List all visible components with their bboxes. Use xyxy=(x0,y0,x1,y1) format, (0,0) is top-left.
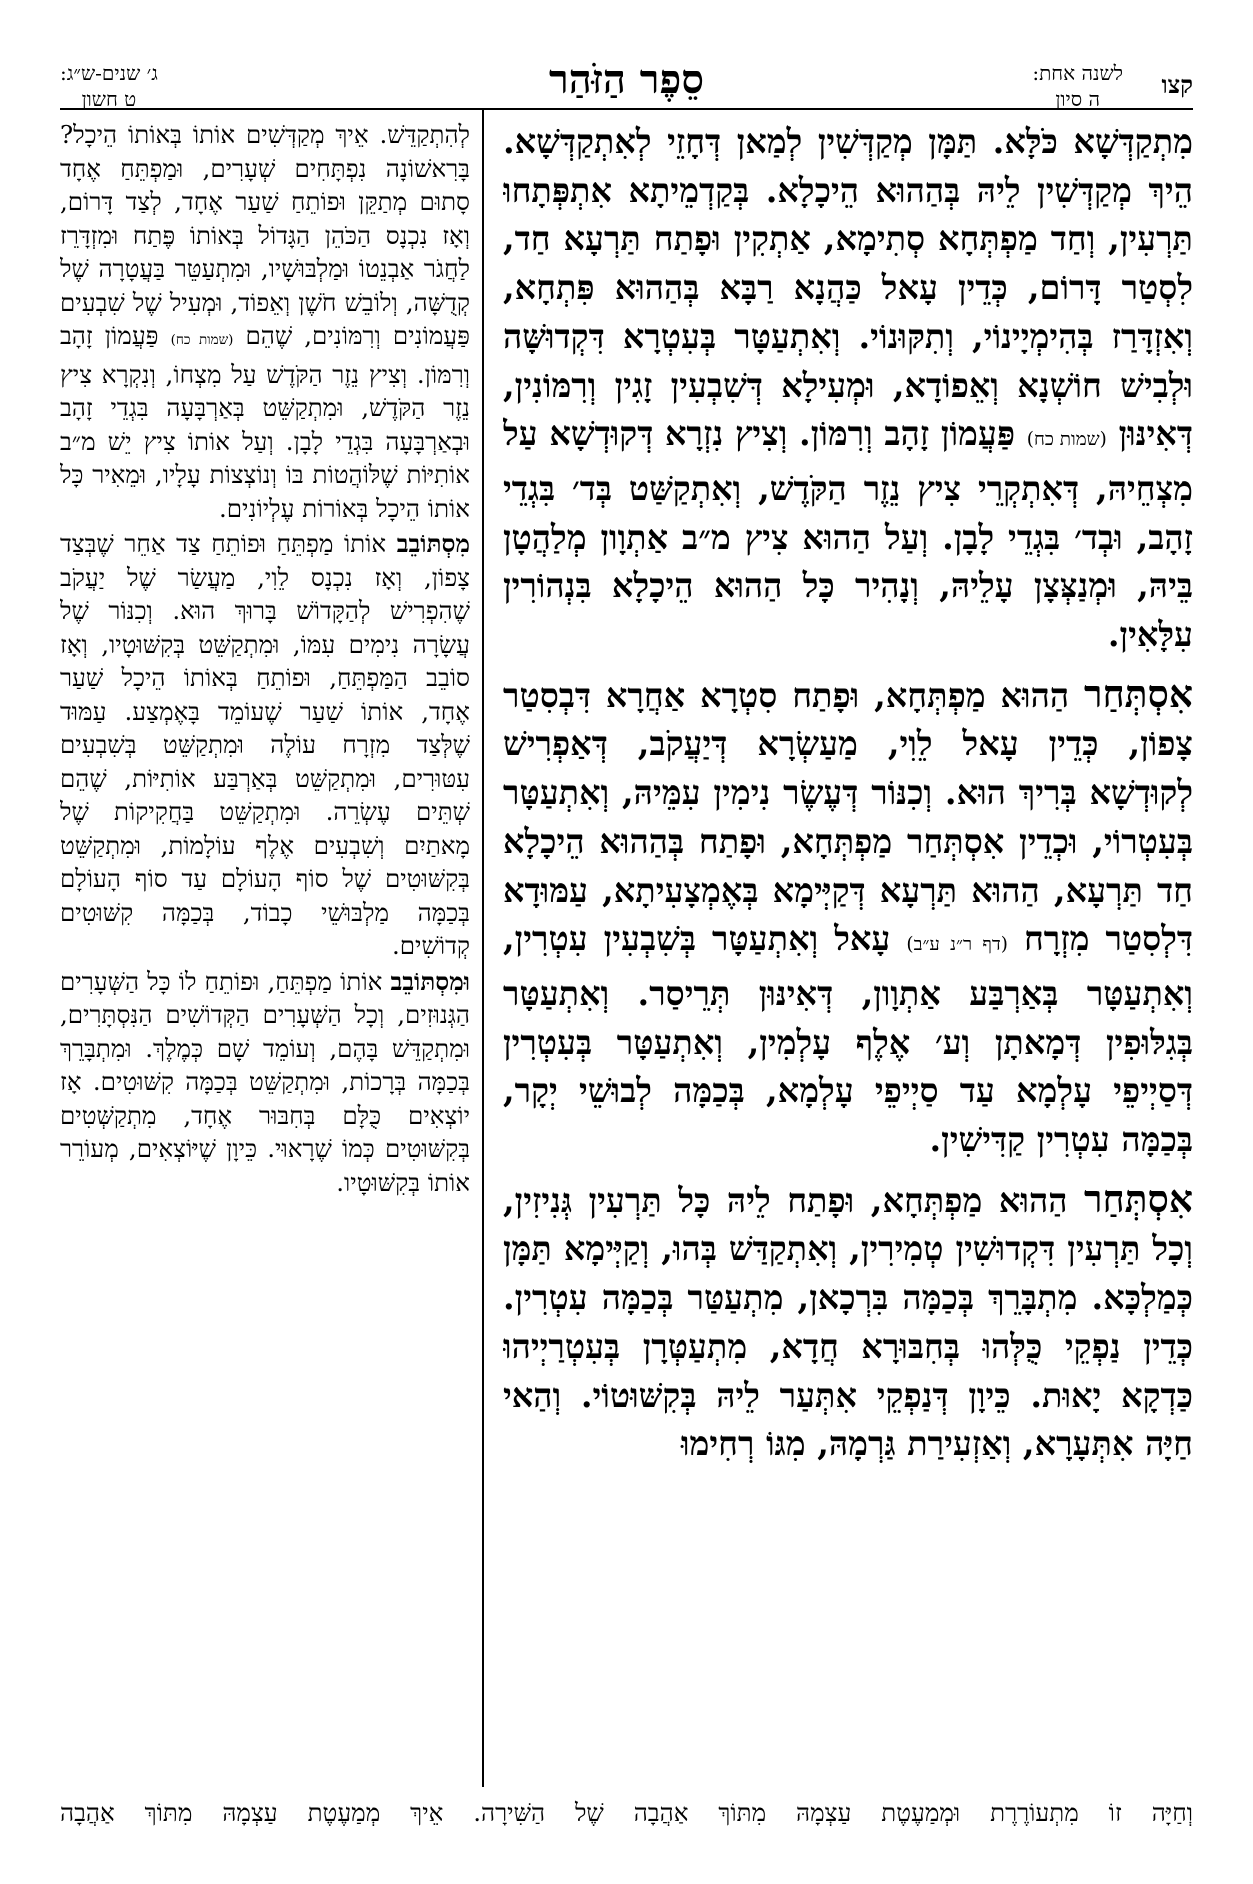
paragraph-lead-word: מִסְתּוֹבֵב xyxy=(396,529,470,558)
header-rule xyxy=(60,108,1193,110)
main-paragraph: אִסְתְּחַר הַהוּא מַפְתְּחָא, וּפָתַח סִטְרָא אַחֲרָא דִּבְסִטַר צָפוֹן, כְּדֵין עָאל לֵוִי, מַעַשְׂרָא דְּיַעֲקֹב, דְּאַפְרִישׁ לְקוּדְשָׁא בְּרִיךְ הוּא. וְכִנּוֹר דְּעֶשֶׂר נִימִין עִמֵּיהּ, וְאִתְעַטָּר בְּעִטְרוֹי, וּכְדֵין אִסְתְּחַר מַפְתְּחָא, וּפָתַח בְּהַהוּא הֵיכָלָא חַד תַּרְעָא, הַהוּא תַּרְעָא דְּקַיְּימָא בְּאֶמְצָעִיתָא, עַמּוּדָא דִּלְסִטַר מִזְרָח (דף ר״נ ע״ב) עָאל וְאִתְעַטָּר בְּשִׁבְעִין עִטְרִין, וְאִתְעַטָּר בְּאַרְבַּע אַתְוָון, דְּאִינּוּן תְּרֵיסַר. וְאִתְעַטָּר בְּגִלּוּפִין דְּמָאתָן וְע׳ אֶלֶף עָלְמִין, וְאִתְעַטָּר בְּעִטְרִין דְּסַיְיפֵי עָלְמָא עַד סַיְיפֵי עָלְמָא, בְּכַמָּה לְבוּשֵׁי יְקָר, בְּכַמָּה עִטְרִין קַדִּישִׁין. xyxy=(503,671,1193,1160)
header-left-line2: ט חשון xyxy=(81,87,137,111)
main-paragraph: מִתְקַדְּשָׁא כֹּלָּא. תַּמָּן מְקַדְּשִׁין לְמַאן דְּחָזֵי לְאִתְקַדְּשָׁא. הֵיךְ מְקַדְּשִׁין לֵיהּ בְּהַהוּא הֵיכָלָא. בְּקַדְמֵיתָא אִתְפְּתָחוּ תַּרְעִין, וְחַד מַפְתְּחָא סְתִימָא, אַתְקִין וּפָתַח תַּרְעָא חַד, לִסְטַר דָּרוֹם, כְּדֵין עָאל כַּהֲנָא רַבָּא בְּהַהוּא פִּתְחָא, וְאִזְדָּרַז בְּהִימְיָינוֹי, וְתִקּוּנוֹי. וְאִתְעַטָּר בְּעִטְרָא דִּקְדוּשָּׁה וּלְבִישׁ חוֹשְׁנָא וְאֵפוֹדָא, וּמְעִילָא דְּשִׁבְעִין זָגִין וְרִמּוֹנִין, דְּאִינּוּן (שמות כח) פַּעֲמוֹן זָהָב וְרִמּוֹן. וְצִיץ נִזְרָא דְּקוּדְשָׁא עַל מִצְחֵיהּ, דְּאִתְקְרֵי צִיץ נֵזֶר הַקֹּדֶשׁ, וְאִתְקַשַּׁט בְּד׳ בִּגְדֵי זָהָב, וּבְד׳ בִּגְדֵי לָבָן. וְעַל הַהוּא צִיץ מ״ב אַתְוָון מְלַהֲטָן בֵּיהּ, וּמְנַצְּצָן עָלֵיהּ, וְנָהִיר כָּל הַהוּא הֵיכָלָא בִּנְהוֹרִין עִלָּאִין. xyxy=(503,122,1193,655)
page-header xyxy=(60,56,1193,126)
header-left-note xyxy=(60,60,158,112)
paragraph-lead-word: וּמִסְתּוֹבֵב xyxy=(390,966,470,996)
column-divider xyxy=(482,110,484,1787)
source-reference: (שמות כח) xyxy=(1026,429,1107,451)
paragraph-lead-word: אִסְתְּחַר xyxy=(1084,671,1193,716)
header-right-line2: ה סיון xyxy=(1055,87,1101,111)
book-title: סֵפֶר הַזֹּהַר xyxy=(549,56,704,103)
main-paragraph: אִסְתְּחַר הַהוּא מַפְתְּחָא, וּפָתַח לֵיהּ כָּל תַּרְעִין גְּנִיזִין, וְכָל תַּרְעִין דִּקְדוּשִׁין טְמִירִין, וְאִתְקַדַּשׁ בְּהוּ, וְקַיְּימָא תַּמָּן כְּמַלְכָּא. מִתְבָּרֵךְ בְּכַמָּה בִּרְכָאן, מִתְעַטַּר בְּכַמָּה עִטְרִין. כְּדֵין נַפְקֵי כֻּלְּהוּ בְּחִבּוּרָא חֲדָא, מִתְעַטְּרָן בְּעִטְרַיְיהוּ כַּדְקָא יָאוּת. כֵּיוָן דְּנַפְקֵי אִתְּעַר לֵיהּ בְּקִשּׁוּטוֹי. וְהַאי חַיָּה אִתְּעָרָא, וְאַזְעִירַת גַּרְמָהּ, מִגּוֹ רְחִימוּ xyxy=(503,1176,1193,1464)
source-reference: (שמות כח) xyxy=(170,332,234,348)
side-paragraph: מִסְתּוֹבֵב אוֹתוֹ מַפְתֵּחַ וּפוֹתֵחַ צַד אַחֵר שֶׁבְּצַד צָפוֹן, וְאָז נִכְנָס לֵוִי, מַעֲשַׂר שֶׁל יַעֲקֹב שֶׁהִפְרִישׁ לְהַקָּדוֹשׁ בָּרוּךְ הוּא. וְכִנּוֹר שֶׁל עֲשָׂרָה נִימִים עִמּוֹ, וּמִתְקַשֵּׁט בְּקִשּׁוּטָיו, וְאָז סוֹבֵב הַמַּפְתֵּחַ, וּפוֹתֵחַ בְּאוֹתוֹ הֵיכָל שַׁעַר אֶחָד, אוֹתוֹ שַׁעַר שֶׁעוֹמֵד בָּאֶמְצַע. עַמּוּד שֶׁלְּצַד מִזְרָח עוֹלֶה וּמִתְקַשֵּׁט בְּשִׁבְעִים עִטּוּרִים, וּמִתְקַשֵּׁט בְּאַרְבַּע אוֹתִיּוֹת, שֶׁהֵם שְׁתֵּים עֶשְׂרֵה. וּמִתְקַשֵּׁט בַּחֲקִיקוֹת שֶׁל מָאתַיִם וְשִׁבְעִים אֶלֶף עוֹלָמוֹת, וּמִתְקַשֵּׁט בְּקִשּׁוּטִים שֶׁל סוֹף הָעוֹלָם עַד סוֹף הָעוֹלָם בְּכַמָּה מַלְבּוּשֵׁי כָבוֹד, בְּכַמָּה קִשּׁוּטִים קְדוֹשִׁים. xyxy=(60,529,470,960)
header-left-line1: ג׳ שנים-ש״ג: xyxy=(60,61,158,85)
paragraph-lead-word: אִסְתְּחַר xyxy=(1084,1176,1193,1221)
hebrew-translation-column xyxy=(60,118,470,1788)
zohar-aramaic-column xyxy=(503,118,1193,1788)
page-number: קצו xyxy=(1161,70,1193,99)
side-paragraph: לְהִתְקַדֵּשׁ. אֵיךְ מְקַדְּשִׁים אוֹתוֹ בְּאוֹתוֹ הֵיכָל? בָּרִאשׁוֹנָה נִפְתָּחִים שְׁעָרִים, וּמַפְתֵּחַ אֶחָד סָתוּם מְתַקֵּן וּפוֹתֵחַ שַׁעַר אֶחָד, לְצַד דָּרוֹם, וְאָז נִכְנָס הַכֹּהֵן הַגָּדוֹל בְּאוֹתוֹ פֶּתַח וּמִזְדָּרֵז לַחֲגֹר אַבְנֵטוֹ וּמַלְבּוּשָׁיו, וּמִתְעַטֵּר בַּעֲטָרָה שֶׁל קְדֻשָּׁה, וְלוֹבֵשׁ חֹשֶׁן וְאֵפוֹד, וּמְעִיל שֶׁל שִׁבְעִים פַּעֲמוֹנִים וְרִמּוֹנִים, שֶׁהֵם (שמות כח) פַּעֲמוֹן זָהָב וְרִמּוֹן. וְצִיץ נֵזֶר הַקֹּדֶשׁ עַל מִצְחוֹ, וְנִקְרָא צִיץ נֵזֶר הַקֹּדֶשׁ, וּמִתְקַשֵּׁט בְּאַרְבָּעָה בִּגְדֵי זָהָב וּבְאַרְבָּעָה בִּגְדֵי לָבָן. וְעַל אוֹתוֹ צִיץ יֵשׁ מ״ב אוֹתִיּוֹת שֶׁלּוֹהֲטוֹת בּוֹ וְנוֹצְצוֹת עָלָיו, וּמֵאִיר כָּל אוֹתוֹ הֵיכָל בְּאוֹרוֹת עֶלְיוֹנִים. xyxy=(60,120,470,523)
side-paragraph: וּמִסְתּוֹבֵב אוֹתוֹ מַפְתֵּחַ, וּפוֹתֵחַ לוֹ כָּל הַשְּׁעָרִים הַגְּנוּזִים, וְכָל הַשְּׁעָרִים הַקְּדוֹשִׁים הַנִּסְתָּרִים, וּמִתְקַדֵּשׁ בָּהֶם, וְעוֹמֵד שָׁם כְּמֶלֶךְ. וּמִתְבָּרֵךְ בְּכַמָּה בְּרָכוֹת, וּמִתְקַשֵּׁט בְּכַמָּה קִשּׁוּטִים. אָז יוֹצְאִים כֻּלָּם בְּחִבּוּר אֶחָד, מִתְקַשְּׁטִים בְּקִשּׁוּטִים כְּמוֹ שֶׁרָאוּי. כֵּיוָן שֶׁיּוֹצְאִים, מְעוֹרֵר אוֹתוֹ בְּקִשּׁוּטָיו. xyxy=(60,966,470,1197)
source-reference: (דף ר״נ ע״ב) xyxy=(906,934,1008,956)
footer-continuation-line: וְחַיָּה זוֹ מִתְעוֹרֶרֶת וּמְמַעֶטֶת עַצְמָהּ מִתּוֹךְ אַהֲבָה שֶׁל הַשִּׁירָה. אֵיךְ מְמַעֶטֶת עַצְמָהּ מִתּוֹךְ אַהֲבָה xyxy=(60,1798,1193,1827)
header-right-line1: לשנה אחת: xyxy=(1032,61,1123,85)
